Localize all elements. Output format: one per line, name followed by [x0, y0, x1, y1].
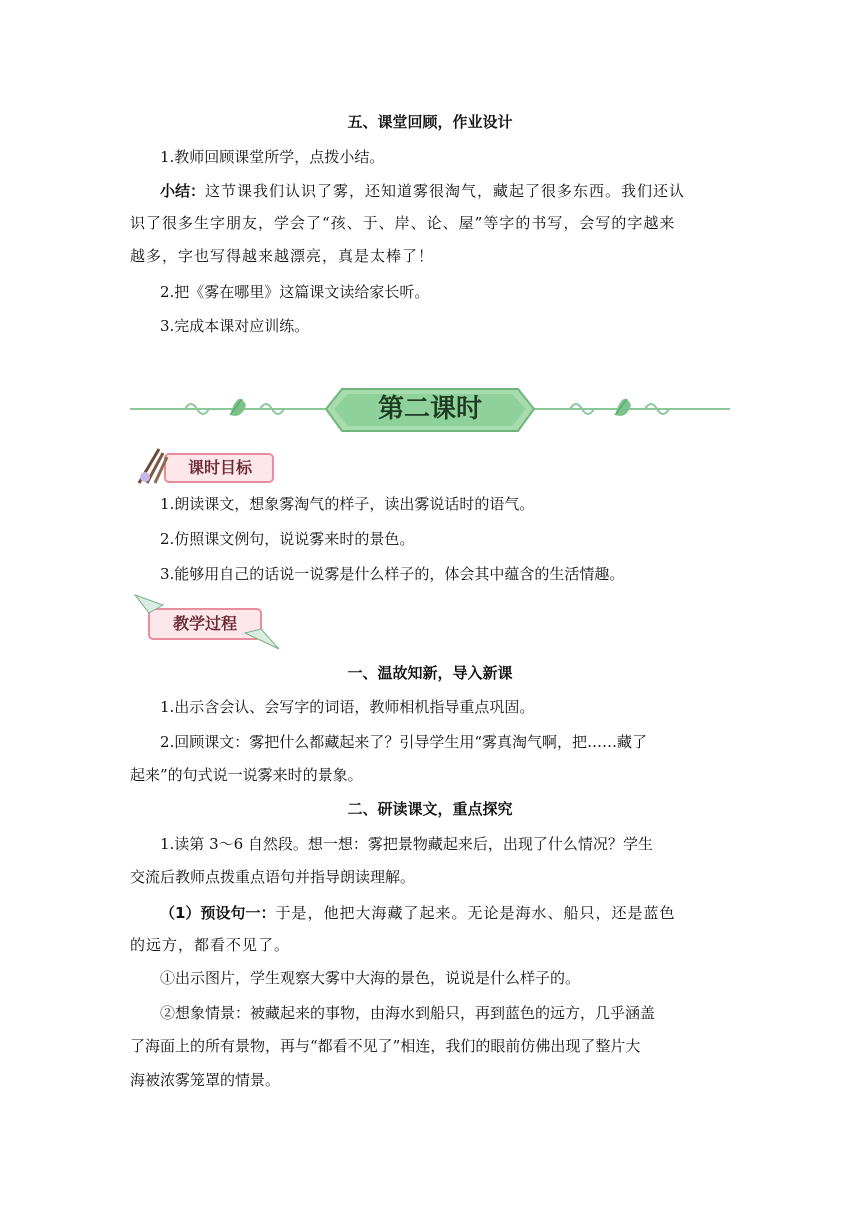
goals-badge: [133, 447, 278, 487]
summary-line: 识了很多生字朋友，学会了“孩、于、岸、论、屋”等字的书写，会写的字越来: [130, 214, 676, 232]
summary-label: 小结：: [160, 182, 206, 200]
paragraph: 1.教师回顾课堂所学，点拨小结。: [160, 148, 385, 166]
paragraph: 1.读第 3～6 自然段。想一想：雾把景物藏起来后，出现了什么情况？学生: [160, 835, 653, 853]
paragraph: ①出示图片，学生观察大雾中大海的景色，说说是什么样子的。: [160, 969, 581, 987]
example-sentence-line: 的远方，都看不见了。: [130, 936, 291, 954]
goal-item: 2.仿照课文例句，说说雾来时的景色。: [160, 530, 415, 548]
example-label: （1）预设句一：: [160, 904, 276, 922]
goal-item: 1.朗读课文，想象雾淘气的样子，读出雾说话时的语气。: [160, 495, 535, 513]
summary-line: [130, 181, 730, 201]
paragraph: 1.出示含会认、会写字的词语，教师相机指导重点巩固。: [160, 698, 535, 716]
example-sentence-line: [130, 903, 730, 923]
paragraph: 海被浓雾笼罩的情景。: [130, 1071, 281, 1089]
paragraph: ②想象情景：被藏起来的事物，由海水到船只，再到蓝色的远方，几乎涵盖: [160, 1004, 656, 1022]
lesson-banner: [130, 385, 730, 435]
paragraph: 交流后教师点拨重点语句并指导朗读理解。: [130, 868, 416, 886]
summary-text: 这节课我们认识了雾，还知道雾很淘气，藏起了很多东西。我们还认: [205, 182, 686, 200]
goal-item: 3.能够用自己的话说一说雾是什么样子的，体会其中蕴含的生活情趣。: [160, 565, 625, 583]
process-badge: [133, 593, 283, 651]
summary-line: 越多，字也写得越来越漂亮，真是太棒了！: [130, 247, 435, 265]
process-badge-label: 教学过程: [172, 614, 237, 633]
paragraph: 2.回顾课文：雾把什么都藏起来了？引导学生用“雾真淘气啊，把……藏了: [160, 733, 647, 751]
paragraph: 了海面上的所有景物，再与“都看不见了”相连，我们的眼前仿佛出现了整片大: [130, 1037, 641, 1055]
goals-badge-label: 课时目标: [187, 458, 252, 477]
example-text: 于是，他把大海藏了起来。无论是海水、船只，还是蓝色: [275, 904, 676, 922]
paragraph: 起来”的句式说一说雾来时的景象。: [130, 766, 363, 784]
section-heading: 一、温故知新，导入新课: [347, 664, 513, 682]
section-heading: 二、研读课文，重点探究: [347, 800, 513, 818]
section-heading: 五、课堂回顾，作业设计: [347, 113, 513, 131]
paragraph: 3.完成本课对应训练。: [160, 317, 310, 335]
banner-title: 第二课时: [377, 394, 482, 424]
paragraph: 2.把《雾在哪里》这篇课文读给家长听。: [160, 283, 430, 301]
